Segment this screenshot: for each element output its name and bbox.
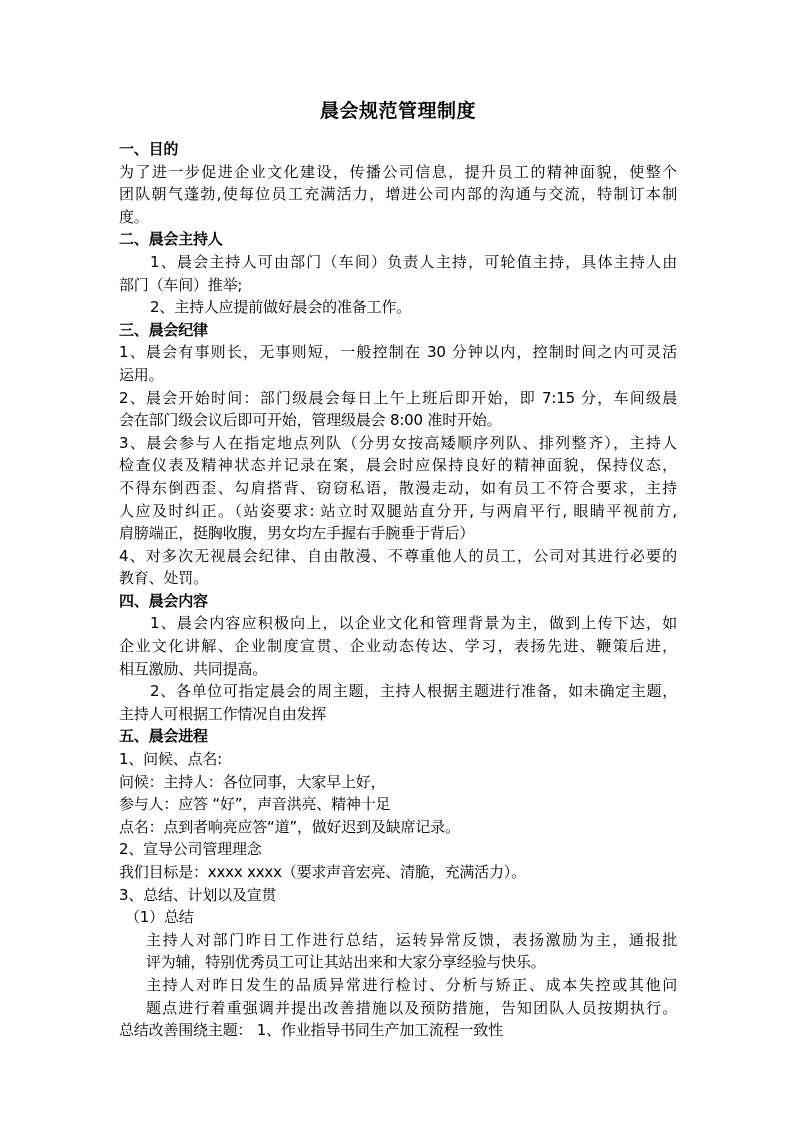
paragraph-line: 点名：点到者响亮应答“道”，做好迟到及缺席记录。 (119, 817, 460, 836)
paragraph-line: 会在部门级会议后即可开始，管理级晨会 8:00 准时开始。 (119, 411, 502, 430)
paragraph-line: 相互激励、共同提高。 (119, 659, 268, 678)
paragraph-line: 教育、处罚。 (119, 569, 208, 588)
section-heading-process: 五、晨会进程 (119, 727, 208, 746)
paragraph-line: 题点进行着重强调并提出改善措施以及预防措施，告知团队人员按期执行。 (146, 998, 677, 1017)
paragraph-line: 肩膀端正，挺胸收腹，男女均左手握右手腕垂于背后） (119, 524, 475, 543)
paragraph-line: 2、宣导公司管理理念 (119, 840, 262, 859)
paragraph-line: 度。 (119, 207, 149, 226)
paragraph-line: 我们目标是：xxxx xxxx（要求声音宏亮、清脆，充满活力）。 (119, 863, 526, 881)
paragraph-line: 运用。 (119, 365, 164, 384)
paragraph-line: 问候：主持人：各位同事，大家早上好， (119, 772, 386, 791)
paragraph-line: 1、晨会内容应积极向上，以企业文化和管理背景为主，做到上传下达，如 (150, 614, 677, 633)
paragraph-line: 2、晨会开始时间：部门级晨会每日上午上班后即开始，即 7:15 分，车间级晨 (119, 388, 677, 407)
paragraph-line: 评为辅，特别优秀员工可让其站出来和大家分享经验与快乐。 (146, 953, 546, 972)
paragraph-line: 4、对多次无视晨会纪律、自由散漫、不尊重他人的员工，公司对其进行必要的 (119, 546, 677, 565)
section-heading-host: 二、晨会主持人 (119, 230, 223, 249)
paragraph-line: 参与人：应答 “好”，声音洪亮、精神十足 (119, 795, 391, 814)
paragraph-line: 1、问候、点名: (119, 750, 222, 769)
paragraph-line: 检查仪表及精神状态并记录在案，晨会时应保持良好的精神面貌，保持仪态， (119, 456, 677, 475)
section-heading-purpose: 一、目的 (119, 140, 179, 158)
paragraph-line: 不得东倒西歪、勾肩搭背、窃窃私语，散漫走动，如有员工不符合要求，主持 (119, 478, 677, 497)
paragraph-line: 团队朝气蓬勃,使每位员工充满活力，增进公司内部的沟通与交流，特制订本制 (119, 185, 677, 204)
paragraph-line: 为了进一步促进企业文化建设，传播公司信息，提升员工的精神面貌，使整个 (119, 162, 677, 181)
paragraph-line: 企业文化讲解、企业制度宣贯、企业动态传达、学习，表扬先进、鞭策后进， (119, 637, 677, 656)
paragraph-line: 总结改善围绕主题： 1、作业指导书同生产加工流程一致性 (119, 1021, 503, 1040)
paragraph-line: 主持人对部门昨日工作进行总结，运转异常反馈，表扬激励为主，通报批 (146, 930, 677, 949)
paragraph-line: 3、总结、计划以及宣贯 (119, 885, 277, 904)
paragraph-line: 1、晨会有事则长，无事则短，一般控制在 30 分钟以内，控制时间之内可灵活 (119, 343, 677, 362)
paragraph-line: 部门（车间）推举; (119, 275, 243, 294)
paragraph-line: 主持人对昨日发生的品质异常进行检讨、分析与矫正、成本失控或其他问 (146, 975, 677, 994)
paragraph-line: （1）总结 (125, 908, 194, 927)
section-heading-content: 四、晨会内容 (119, 591, 208, 610)
section-heading-discipline: 三、晨会纪律 (119, 320, 208, 339)
document-page (119, 96, 677, 1042)
document-title: 晨会规范管理制度 (319, 100, 476, 122)
paragraph-line: 人应及时纠正。（站姿要求: 站立时双腿站直分开, 与两肩平行, 眼睛平视前方, (119, 501, 677, 520)
paragraph-line: 3、晨会参与人在指定地点列队（分男女按高矮顺序列队、排列整齐），主持人 (119, 433, 677, 452)
paragraph-line: 2、各单位可指定晨会的周主题，主持人根据主题进行准备，如未确定主题， (150, 682, 677, 701)
paragraph-line: 2、主持人应提前做好晨会的准备工作。 (150, 298, 411, 317)
paragraph-line: 1、晨会主持人可由部门（车间）负责人主持，可轮值主持，具体主持人由 (150, 252, 677, 271)
paragraph-line: 主持人可根据工作情况自由发挥 (119, 704, 327, 723)
